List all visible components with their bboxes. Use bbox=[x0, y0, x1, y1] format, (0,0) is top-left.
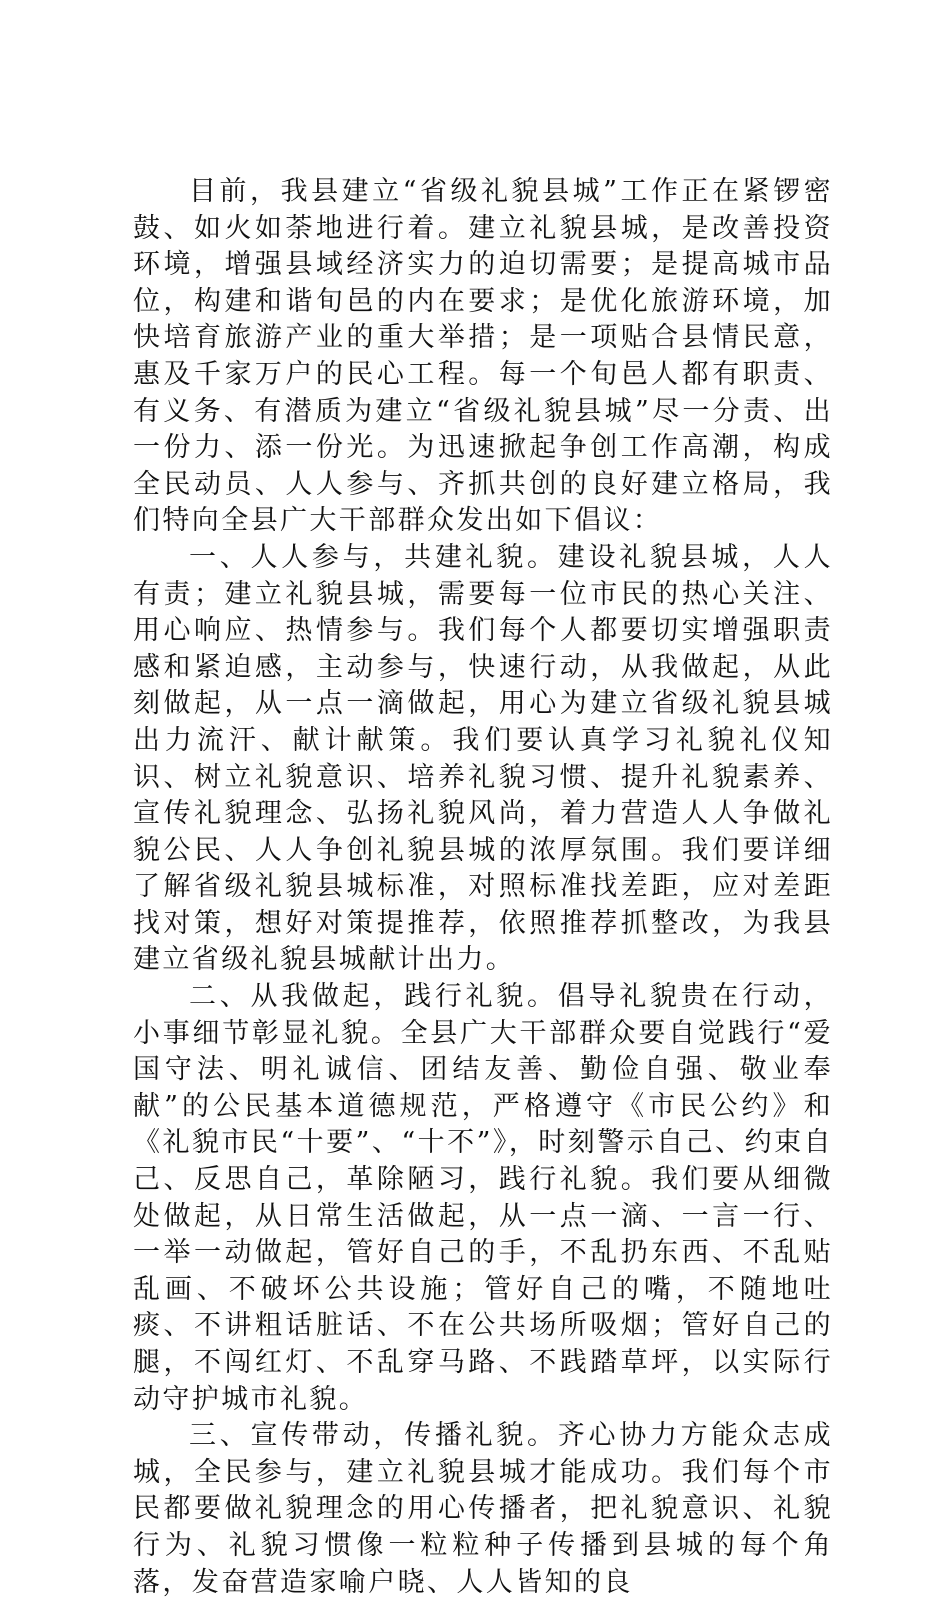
paragraph-section-two: 二、从我做起，践行礼貌。倡导礼貌贵在行动，小事细节彰显礼貌。全县广大干部群众要自觉践行“爱国守法、明礼诚信、团结友善、勤俭自强、敬业奉献”的公民基本道德规范，严格遵守《市民公约》和《礼貌市民“十要”、“十不”》，时刻警示自己、约束自己、反思自己，革除陋习，践行礼貌。我们要从细微处做起，从日常生活做起，从一点一滴、一言一行、一举一动做起，管好自己的手，不乱扔东西、不乱贴乱画、不破坏公共设施；管好自己的嘴，不随地吐痰、不讲粗话脏话、不在公共场所吸烟；管好自己的腿，不闯红灯、不乱穿马路、不践踏草坪，以实际行动守护城市礼貌。 bbox=[133, 981, 833, 1415]
paragraph-intro: 目前，我县建立“省级礼貌县城”工作正在紧锣密鼓、如火如荼地进行着。建立礼貌县城，是改善投资环境，增强县域经济实力的迫切需要；是提高城市品位，构建和谐旬邑的内在要求；是优化旅游环境，加快培育旅游产业的重大举措；是一项贴合县情民意，惠及千家万户的民心工程。每一个旬邑人都有职责、有义务、有潜质为建立“省级礼貌县城”尽一分责、出一份力、添一份光。为迅速掀起争创工作高潮，构成全民动员、人人参与、齐抓共创的良好建立格局，我们特向全县广大干部群众发出如下倡议： bbox=[133, 176, 833, 537]
document-body bbox=[133, 174, 833, 1601]
paragraph-section-three: 三、宣传带动，传播礼貌。齐心协力方能众志成城，全民参与，建立礼貌县城才能成功。我们每个市民都要做礼貌理念的用心传播者，把礼貌意识、礼貌行为、礼貌习惯像一粒粒种子传播到县城的每个角落，发奋营造家喻户晓、人人皆知的良 bbox=[133, 1420, 833, 1598]
paragraph-section-one: 一、人人参与，共建礼貌。建设礼貌县城，人人有责；建立礼貌县城，需要每一位市民的热心关注、用心响应、热情参与。我们每个人都要切实增强职责感和紧迫感，主动参与，快速行动，从我做起，从此刻做起，从一点一滴做起，用心为建立省级礼貌县城出力流汗、献计献策。我们要认真学习礼貌礼仪知识、树立礼貌意识、培养礼貌习惯、提升礼貌素养、宣传礼貌理念、弘扬礼貌风尚，着力营造人人争做礼貌公民、人人争创礼貌县城的浓厚氛围。我们要详细了解省级礼貌县城标准，对照标准找差距，应对差距找对策，想好对策提推荐，依照推荐抓整改，为我县建立省级礼貌县城献计出力。 bbox=[133, 541, 833, 976]
